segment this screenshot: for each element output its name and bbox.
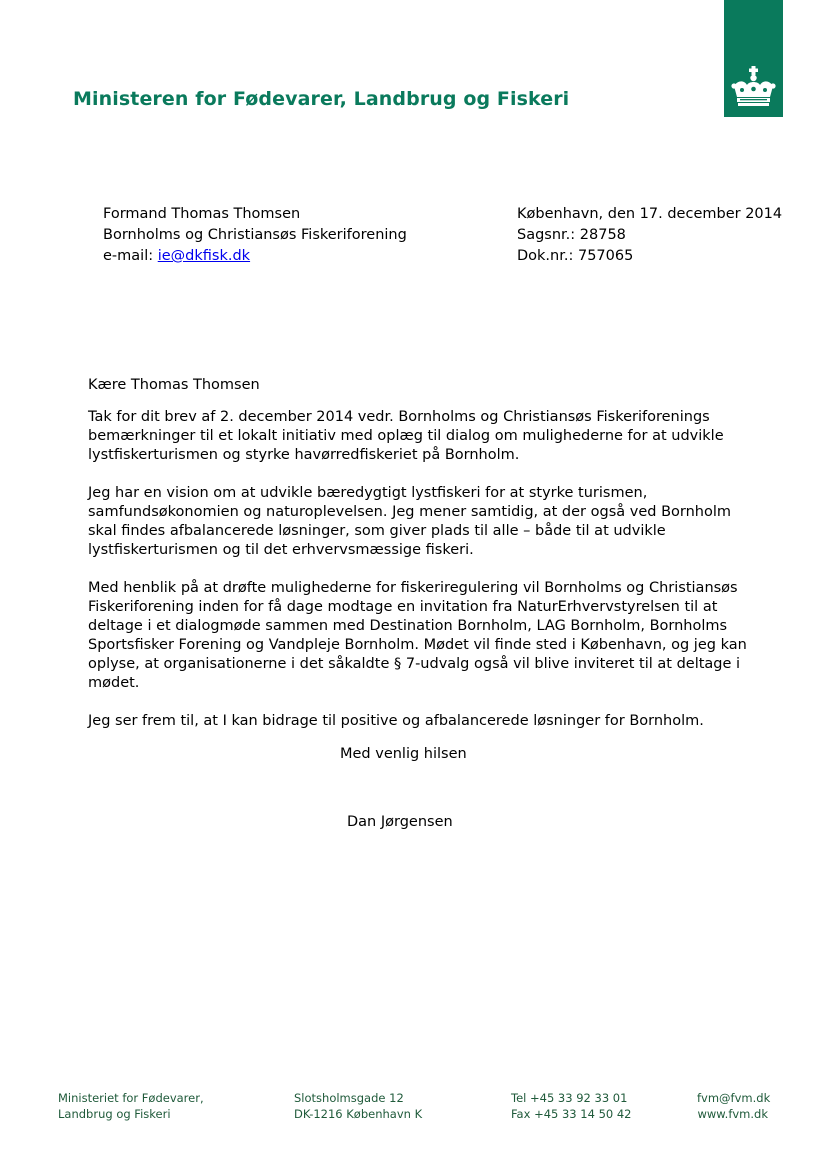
closing: Med venlig hilsen: [340, 746, 467, 762]
footer-email: fvm@fvm.dk: [697, 1091, 771, 1105]
signature-name: Dan Jørgensen: [347, 814, 453, 830]
footer-organisation: [58, 1090, 204, 1122]
footer-fax: Fax +45 33 14 50 42: [511, 1107, 632, 1121]
footer-city: DK-1216 København K: [294, 1107, 423, 1121]
document-number: Dok.nr.: 757065: [517, 248, 634, 264]
footer-phone: [511, 1090, 632, 1122]
footer-org-line1: Ministeriet for Fødevarer,: [58, 1091, 204, 1105]
letter-body: [88, 376, 748, 750]
footer-web: www.fvm.dk: [697, 1107, 768, 1121]
recipient-block: [103, 204, 407, 267]
paragraph-2: Jeg har en vision om at udvikle bæredygtigt lystfiskeri for at styrke turismen, samfundsøkonomien og naturoplevelsen. Jeg mener samtidig, at der også ved Bornholm skal findes afbalancerede løsninger, som giver plads til alle – både til at udvikle lystfiskerturismen og til det erhvervsmæssige fiskeri.: [88, 485, 731, 558]
letter-meta: [517, 204, 782, 267]
salutation: Kære Thomas Thomsen: [88, 377, 260, 393]
paragraph-3: Med henblik på at drøfte mulighederne for fiskeriregulering vil Bornholms og Christiansøs Fiskeriforening inden for få dage modtage en invitation fra NaturErhvervstyrelsen til at deltage i et dialogmøde sammen med Destination Bornholm, LAG Bornholm, Bornholms Sportsfisker Forening og Vandpleje Bornholm. Mødet vil finde sted i København, og jeg kan oplyse, at organisationerne i det såkaldte § 7-udvalg også vil blive inviteret til at deltage i mødet.: [88, 580, 747, 691]
crown-icon: [730, 66, 777, 108]
footer-org-line2: Landbrug og Fiskeri: [58, 1107, 171, 1121]
footer-address: [294, 1090, 422, 1122]
recipient-email-line: [103, 246, 407, 267]
recipient-email-link[interactable]: ie@dkfisk.dk: [157, 248, 251, 264]
paragraph-4: Jeg ser frem til, at I kan bidrage til positive og afbalancerede løsninger for Bornholm.: [88, 713, 704, 729]
crest-block: [724, 0, 783, 117]
recipient-name: Formand Thomas Thomsen: [103, 206, 301, 222]
footer-contact: [697, 1090, 771, 1122]
paragraph-1: Tak for dit brev af 2. december 2014 vedr. Bornholms og Christiansøs Fiskeriforenings bemærkninger til et lokalt initiativ med oplæg til dialog om mulighederne for at udvikle lystfiskerturismen og styrke havørredfiskeriet på Bornholm.: [88, 409, 724, 463]
place-date: København, den 17. december 2014: [517, 206, 783, 222]
case-number: Sagsnr.: 28758: [517, 227, 626, 243]
email-label: e-mail:: [103, 248, 158, 264]
footer-street: Slotsholmsgade 12: [294, 1091, 404, 1105]
footer-tel: Tel +45 33 92 33 01: [511, 1091, 628, 1105]
recipient-organisation: Bornholms og Christiansøs Fiskeriforening: [103, 227, 407, 243]
ministry-title: Ministeren for Fødevarer, Landbrug og Fiskeri: [73, 88, 570, 110]
